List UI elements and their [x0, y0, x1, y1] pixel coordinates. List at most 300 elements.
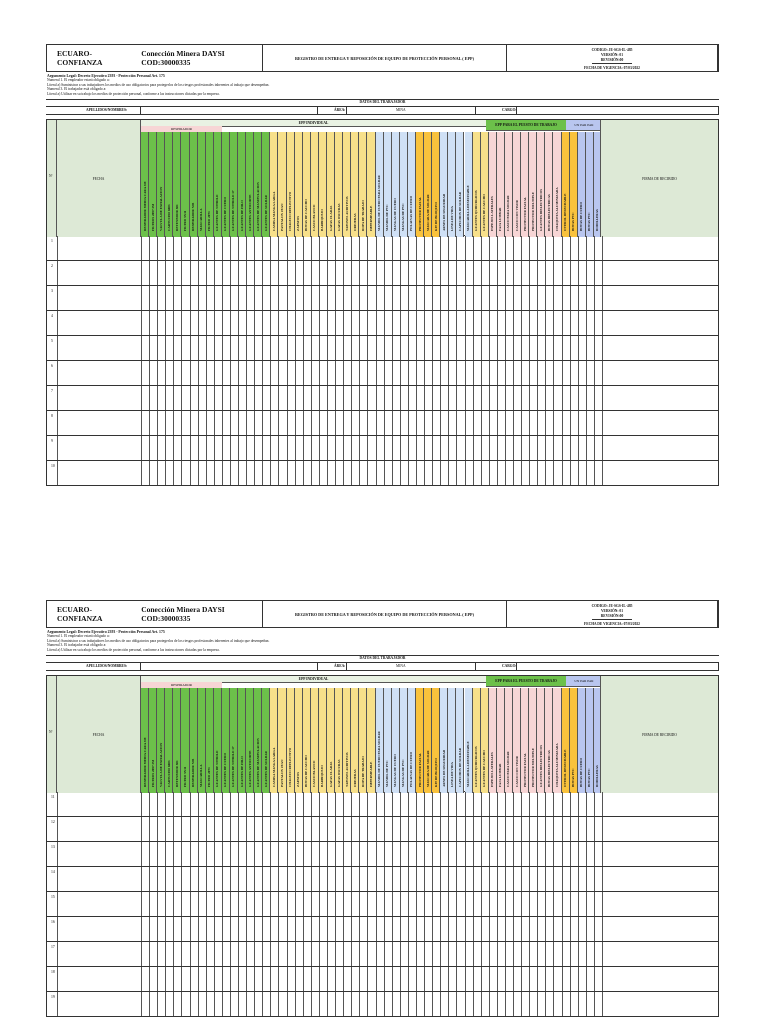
cell-divider: [400, 261, 401, 285]
cell-divider: [206, 236, 207, 260]
cell-divider: [408, 286, 409, 310]
table-row[interactable]: [46, 967, 719, 992]
cell-divider: [553, 336, 554, 360]
cell-divider: [287, 942, 288, 966]
cell-divider: [392, 311, 393, 335]
cell-divider: [149, 336, 150, 360]
cell-divider: [545, 992, 546, 1016]
cell-divider: [424, 892, 425, 916]
cell-divider: [505, 336, 506, 360]
cell-divider: [190, 411, 191, 435]
cell-divider: [351, 286, 352, 310]
cell-divider: [246, 361, 247, 385]
table-row[interactable]: [46, 842, 719, 867]
cell-divider: [367, 336, 368, 360]
cell-divider: [594, 461, 595, 485]
cell-divider: [327, 336, 328, 360]
cell-divider: [311, 261, 312, 285]
cell-divider: [384, 236, 385, 260]
cell-divider: [456, 436, 457, 460]
cell-divider: [206, 336, 207, 360]
cell-divider: [246, 817, 247, 841]
cell-divider: [165, 892, 166, 916]
cell-divider: [578, 817, 579, 841]
cell-divider: [367, 942, 368, 966]
cell-divider: [424, 817, 425, 841]
cell-divider: [319, 967, 320, 991]
cell-divider: [473, 992, 474, 1016]
cell-divider: [497, 917, 498, 941]
cell-divider: [489, 436, 490, 460]
cell-divider: [553, 261, 554, 285]
cell-divider: [456, 817, 457, 841]
cell-divider: [400, 286, 401, 310]
cell-divider: [562, 461, 563, 485]
table-row[interactable]: [46, 917, 719, 942]
epp-column-header: [287, 688, 295, 793]
cell-divider: [149, 461, 150, 485]
cell-divider: [246, 942, 247, 966]
cell-divider: [311, 792, 312, 816]
cell-divider: [351, 942, 352, 966]
cell-divider: [529, 361, 530, 385]
cell-divider: [57, 411, 58, 435]
cell-divider: [343, 842, 344, 866]
cell-divider: [513, 286, 514, 310]
cell-divider: [351, 461, 352, 485]
cell-divider: [173, 361, 174, 385]
epp-column-label: FILTROS 2097 3M: [150, 203, 155, 231]
cell-divider: [513, 817, 514, 841]
cell-divider: [384, 361, 385, 385]
epp-column-header: [295, 132, 303, 237]
cell-divider: [553, 411, 554, 435]
cell-divider: [497, 842, 498, 866]
epp-column-label: CAMISA MANGA LARGA: [271, 747, 276, 787]
cell-divider: [392, 992, 393, 1016]
cell-divider: [602, 942, 603, 966]
cell-divider: [384, 336, 385, 360]
cell-divider: [230, 436, 231, 460]
cell-divider: [351, 261, 352, 285]
table-row[interactable]: [46, 461, 719, 486]
cell-divider: [190, 286, 191, 310]
cell-divider: [173, 386, 174, 410]
cell-divider: [400, 917, 401, 941]
apellidos-label: APELLIDOS/NOMBRES:: [86, 664, 128, 668]
cell-divider: [448, 336, 449, 360]
cell-divider: [432, 792, 433, 816]
cell-divider: [262, 967, 263, 991]
cell-divider: [359, 336, 360, 360]
table-row[interactable]: [46, 336, 719, 361]
cell-divider: [578, 236, 579, 260]
cell-divider: [278, 867, 279, 891]
cell-divider: [432, 336, 433, 360]
epp-column-header: [262, 132, 270, 237]
cell-divider: [594, 386, 595, 410]
cell-divider: [537, 461, 538, 485]
cell-divider: [489, 792, 490, 816]
cell-divider: [367, 817, 368, 841]
cell-divider: [278, 361, 279, 385]
epp-column-label: GUANTES DE NITRILO 17: [231, 746, 236, 787]
cell-divider: [327, 992, 328, 1016]
cell-divider: [57, 817, 58, 841]
cell-divider: [392, 792, 393, 816]
cell-divider: [206, 436, 207, 460]
cell-divider: [570, 867, 571, 891]
cell-divider: [545, 361, 546, 385]
cell-divider: [327, 261, 328, 285]
cell-divider: [489, 286, 490, 310]
epp-column-header: [578, 132, 586, 237]
cell-divider: [521, 817, 522, 841]
epp-column-header: [222, 132, 230, 237]
epp-column-label: ROPA DE TRABAJO: [360, 756, 365, 787]
epp-column-header: [319, 688, 327, 793]
cell-divider: [489, 261, 490, 285]
cell-divider: [165, 967, 166, 991]
table-row[interactable]: [46, 236, 719, 261]
cell-divider: [157, 386, 158, 410]
cell-divider: [57, 992, 58, 1016]
cell-divider: [351, 236, 352, 260]
cell-divider: [278, 261, 279, 285]
row-number: 8: [51, 414, 53, 418]
cell-divider: [505, 436, 506, 460]
cell-divider: [416, 311, 417, 335]
apellidos-field[interactable]: [140, 107, 318, 114]
cell-divider: [181, 386, 182, 410]
epp-column-header: [392, 688, 400, 793]
cell-divider: [497, 992, 498, 1016]
cell-divider: [570, 386, 571, 410]
cell-divider: [505, 942, 506, 966]
epp-column-header: [553, 132, 561, 237]
cell-divider: [157, 436, 158, 460]
cell-divider: [262, 792, 263, 816]
epp-column-label: GAFAS CLARAS: [328, 205, 333, 231]
table-row[interactable]: [46, 867, 719, 892]
epp-column-header: [319, 132, 327, 237]
cell-divider: [327, 942, 328, 966]
cell-divider: [319, 436, 320, 460]
cell-divider: [465, 411, 466, 435]
cell-divider: [351, 361, 352, 385]
cell-divider: [497, 461, 498, 485]
form-page-1: [46, 44, 719, 486]
form-page-2: [46, 600, 719, 1017]
cell-divider: [432, 942, 433, 966]
cell-divider: [367, 842, 368, 866]
epp-column-label: RETENEDOR 501: [174, 760, 179, 787]
cargo-label: CARGO:: [502, 664, 517, 668]
cell-divider: [238, 361, 239, 385]
table-row[interactable]: [46, 892, 719, 917]
cell-divider: [408, 867, 409, 891]
table-row[interactable]: [46, 817, 719, 842]
cell-divider: [57, 236, 58, 260]
epp-column-label: RODILLERAS: [595, 209, 600, 231]
cell-divider: [481, 386, 482, 410]
cell-divider: [384, 817, 385, 841]
cell-divider: [141, 361, 142, 385]
legal-line: Numeral 3. El trabajador está obligado a:: [47, 87, 107, 92]
epp-column-label: FAJA LUMBAR: [498, 763, 503, 787]
cargo-field[interactable]: [516, 107, 719, 114]
cell-divider: [173, 261, 174, 285]
cell-divider: [432, 236, 433, 260]
cell-divider: [465, 842, 466, 866]
cell-divider: [222, 361, 223, 385]
epp-column-label: ROPA DE TRABAJO: [360, 200, 365, 231]
epp-column-label: BOTAS DE CUERO: [579, 757, 584, 787]
table-row[interactable]: [46, 942, 719, 967]
cell-divider: [238, 917, 239, 941]
cell-divider: [505, 261, 506, 285]
cell-divider: [521, 336, 522, 360]
cell-divider: [497, 361, 498, 385]
epp-column-label: RESPIRADOR MEDIA CARA 3M: [142, 181, 147, 231]
cell-divider: [311, 842, 312, 866]
vigencia-text: FECHA DE VIGENCIA: 07/03/2022: [584, 622, 640, 626]
epp-column-label: FILTRO 2071: [207, 211, 212, 231]
cell-divider: [246, 286, 247, 310]
version-text: VERSIÓN: 01: [600, 53, 624, 57]
epp-column-label: BOTAS PVC: [587, 212, 592, 231]
apellidos-field[interactable]: [140, 663, 318, 670]
cell-divider: [545, 236, 546, 260]
cell-divider: [537, 336, 538, 360]
cell-divider: [327, 867, 328, 891]
cell-divider: [416, 917, 417, 941]
apellidos-label: APELLIDOS/NOMBRES:: [86, 108, 128, 112]
cell-divider: [594, 792, 595, 816]
epp-column-header: [481, 132, 489, 237]
epp-column-header: [537, 132, 545, 237]
cell-divider: [262, 992, 263, 1016]
epp-column-label: CAPUCHON DE SOLDAR: [457, 747, 462, 787]
table-row[interactable]: [46, 992, 719, 1017]
cell-divider: [545, 917, 546, 941]
cell-divider: [473, 917, 474, 941]
epp-column-header: [270, 132, 278, 237]
table-row[interactable]: [46, 411, 719, 436]
cell-divider: [448, 867, 449, 891]
cell-divider: [335, 942, 336, 966]
cell-divider: [278, 436, 279, 460]
cell-divider: [165, 361, 166, 385]
cell-divider: [537, 792, 538, 816]
cell-divider: [157, 842, 158, 866]
cell-divider: [594, 992, 595, 1016]
epp-column-header: [149, 132, 157, 237]
cell-divider: [400, 892, 401, 916]
cell-divider: [230, 461, 231, 485]
form-header: [46, 44, 719, 72]
legal-title: Argumento Legal: Decreto Ejecutivo 2393 - Protección Personal Art. 175: [47, 74, 165, 78]
table-row[interactable]: [46, 792, 719, 817]
cell-divider: [424, 461, 425, 485]
cell-divider: [570, 436, 571, 460]
cell-divider: [594, 817, 595, 841]
cell-divider: [181, 892, 182, 916]
table-row[interactable]: [46, 386, 719, 411]
cell-divider: [376, 436, 377, 460]
cell-divider: [173, 792, 174, 816]
epp-column-label: GUANTES DE NITRILO: [215, 194, 220, 231]
cell-divider: [278, 461, 279, 485]
cell-divider: [198, 792, 199, 816]
cell-divider: [594, 336, 595, 360]
epp-column-label: GUANTES ANTICORTE: [247, 194, 252, 231]
table-row[interactable]: [46, 436, 719, 461]
cell-divider: [165, 867, 166, 891]
cell-divider: [351, 311, 352, 335]
cell-divider: [246, 917, 247, 941]
epp-column-header: [521, 688, 529, 793]
cell-divider: [602, 917, 603, 941]
epp-column-label: PANTALON JEAN: [280, 759, 285, 787]
epp-column-header: [327, 132, 335, 237]
cell-divider: [448, 992, 449, 1016]
cell-divider: [367, 286, 368, 310]
cell-divider: [448, 461, 449, 485]
epp-column-label: GUANTES DE CAUCHO: [482, 194, 487, 231]
cell-divider: [384, 892, 385, 916]
cell-divider: [222, 461, 223, 485]
cell-divider: [481, 892, 482, 916]
cell-divider: [238, 817, 239, 841]
cell-divider: [157, 867, 158, 891]
cell-divider: [206, 386, 207, 410]
epp-column-label: OVEROL DESECHABLE: [563, 193, 568, 231]
epp-column-header: [165, 688, 173, 793]
cell-divider: [181, 967, 182, 991]
cell-divider: [214, 892, 215, 916]
cell-divider: [529, 461, 530, 485]
cell-divider: [295, 261, 296, 285]
cell-divider: [562, 842, 563, 866]
table-row[interactable]: [46, 286, 719, 311]
epp-column-header: [327, 688, 335, 793]
cell-divider: [270, 261, 271, 285]
cell-divider: [562, 436, 563, 460]
cell-divider: [416, 842, 417, 866]
cell-divider: [311, 942, 312, 966]
table-row[interactable]: [46, 261, 719, 286]
cell-divider: [376, 411, 377, 435]
cell-divider: [408, 992, 409, 1016]
cell-divider: [384, 992, 385, 1016]
cell-divider: [424, 436, 425, 460]
cell-divider: [343, 361, 344, 385]
epp-column-header: [367, 132, 375, 237]
cell-divider: [222, 967, 223, 991]
cell-divider: [57, 842, 58, 866]
worker-data-title: DATOS DEL TRABAJADOR: [46, 100, 719, 107]
cell-divider: [392, 336, 393, 360]
cell-divider: [497, 386, 498, 410]
cell-divider: [246, 867, 247, 891]
cell-divider: [335, 436, 336, 460]
cell-divider: [367, 386, 368, 410]
version-text: VERSIÓN: 01: [600, 609, 624, 613]
cell-divider: [505, 892, 506, 916]
cell-divider: [278, 842, 279, 866]
cell-divider: [440, 817, 441, 841]
cell-divider: [222, 411, 223, 435]
cell-divider: [489, 311, 490, 335]
cell-divider: [440, 867, 441, 891]
epp-column-header: [181, 688, 189, 793]
cell-divider: [222, 892, 223, 916]
cell-divider: [586, 336, 587, 360]
cell-divider: [303, 942, 304, 966]
epp-column-header: [440, 688, 448, 793]
cell-divider: [594, 967, 595, 991]
cell-divider: [206, 461, 207, 485]
cell-divider: [270, 411, 271, 435]
cell-divider: [238, 336, 239, 360]
cell-divider: [198, 842, 199, 866]
cell-divider: [432, 461, 433, 485]
table-row[interactable]: [46, 311, 719, 336]
cell-divider: [270, 361, 271, 385]
cell-divider: [311, 361, 312, 385]
cell-divider: [343, 461, 344, 485]
cell-divider: [149, 842, 150, 866]
cell-divider: [553, 236, 554, 260]
cargo-field[interactable]: [516, 663, 719, 670]
cell-divider: [287, 842, 288, 866]
epp-column-header: [222, 688, 230, 793]
cell-divider: [392, 286, 393, 310]
cell-divider: [545, 792, 546, 816]
legal-title: Argumento Legal: Decreto Ejecutivo 2393 - Protección Personal Art. 175: [47, 630, 165, 634]
cell-divider: [157, 461, 158, 485]
cell-divider: [311, 286, 312, 310]
cell-divider: [553, 917, 554, 941]
epp-column-header: [416, 688, 424, 793]
area-field[interactable]: [346, 107, 476, 114]
cell-divider: [473, 461, 474, 485]
cell-divider: [270, 942, 271, 966]
cell-divider: [562, 992, 563, 1016]
row-number: 15: [51, 895, 55, 899]
epp-column-label: CHALECO REFLECTIVO: [288, 191, 293, 231]
cell-divider: [181, 286, 182, 310]
cell-divider: [303, 311, 304, 335]
epp-column-label: KIT DE BLOQUEO: [433, 202, 438, 231]
epp-column-header: [473, 688, 481, 793]
area-field[interactable]: [346, 663, 476, 670]
cell-divider: [465, 967, 466, 991]
epp-puesto-band: EPP PARA EL PUESTO DE TRABAJO: [486, 676, 566, 687]
epp-column-label: GUANTES DE HILO: [239, 756, 244, 787]
cell-divider: [311, 892, 312, 916]
cell-divider: [602, 436, 603, 460]
cell-divider: [287, 917, 288, 941]
cell-divider: [465, 867, 466, 891]
cell-divider: [465, 436, 466, 460]
cell-divider: [214, 817, 215, 841]
cell-divider: [149, 967, 150, 991]
cell-divider: [359, 842, 360, 866]
table-row[interactable]: [46, 361, 719, 386]
cell-divider: [570, 967, 571, 991]
